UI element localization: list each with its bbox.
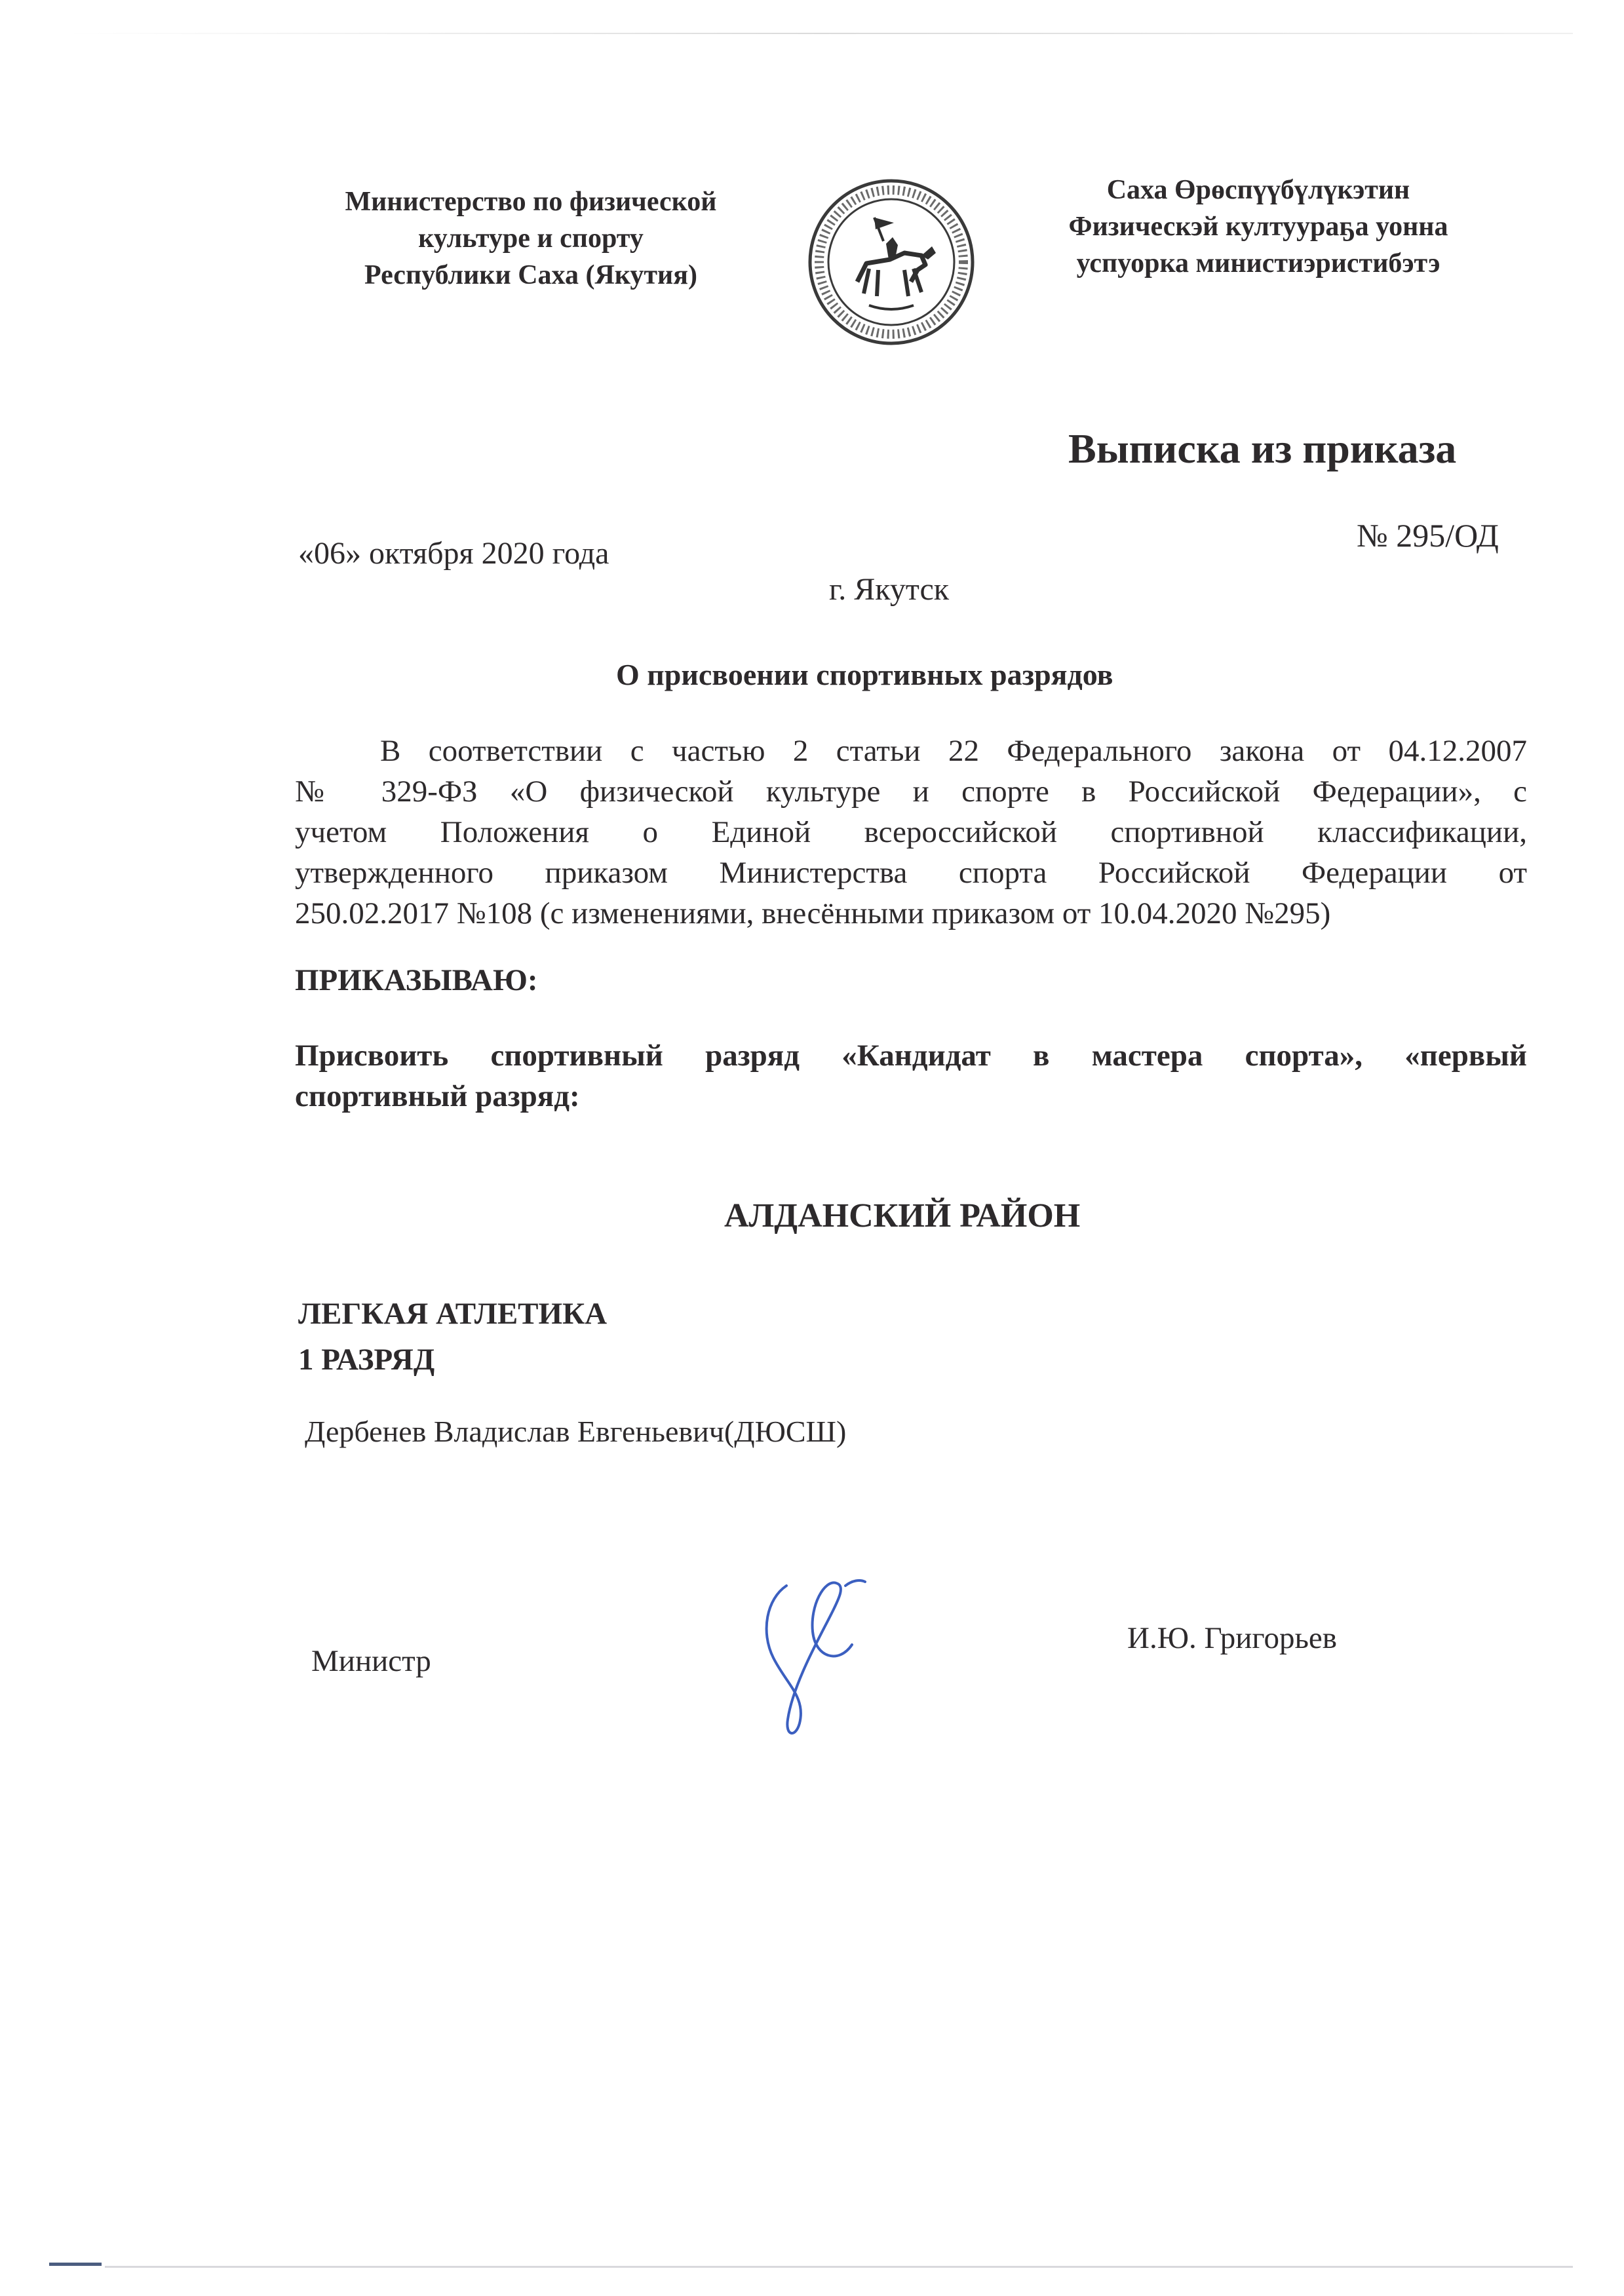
assignment-line-1: Присвоить спортивный разряд «Кандидат в мастера спорта», «первый — [295, 1039, 1527, 1073]
ministry-name-sakha — [1003, 172, 1514, 282]
signer-position: Министр — [311, 1644, 431, 1678]
ministry-name-ru-line-1: Министерство по физической — [345, 187, 717, 217]
ministry-name-ru-line-2: культуре и спорту — [418, 223, 644, 254]
sport-heading: ЛЕГКАЯ АТЛЕТИКА — [298, 1297, 608, 1331]
document-title: Выписка из приказа — [1068, 425, 1457, 472]
preamble-line-1: В соответствии с частью 2 статьи 22 Федерального закона от 04.12.2007 — [380, 734, 1527, 768]
order-subject: О присвоении спортивных разрядов — [616, 658, 1113, 691]
preamble-line-2: № 329-ФЗ «О физической культуре и спорте в Российской Федерации», с — [295, 775, 1527, 809]
scan-edge-bottom — [105, 2266, 1573, 2268]
order-date: «06» октября 2020 года — [298, 536, 609, 571]
preamble-line-5: 250.02.2017 №108 (с изменениями, внесёнными приказом от 10.04.2020 №295) — [295, 896, 1331, 930]
order-city: г. Якутск — [829, 572, 950, 607]
assignment-line-2: спортивный разряд: — [295, 1079, 580, 1113]
order-verb: ПРИКАЗЫВАЮ: — [295, 963, 538, 997]
rank-heading: 1 РАЗРЯД — [298, 1343, 435, 1377]
district-heading: АЛДАНСКИЙ РАЙОН — [724, 1197, 1081, 1234]
scan-edge-top — [66, 33, 1573, 34]
preamble-line-3: учетом Положения о Единой всероссийской спортивной классификации, — [295, 815, 1527, 849]
preamble-line-4: утвержденного приказом Министерства спорта Российской Федерации от — [295, 856, 1527, 890]
ministry-name-russian — [288, 183, 773, 294]
ministry-name-ru-line-3: Республики Саха (Якутия) — [364, 260, 697, 290]
athlete-name: Дербенев Владислав Евгеньевич(ДЮСШ) — [305, 1415, 847, 1448]
assignment-text — [295, 1035, 1527, 1117]
ministry-name-sakha-line-3: успуорка министиэристибэтэ — [1076, 248, 1440, 278]
coat-of-arms-seal-icon — [806, 177, 976, 347]
scan-mark — [49, 2263, 102, 2266]
ministry-name-sakha-line-2: Физическэй култуураҕа уонна — [1068, 212, 1448, 242]
ministry-name-sakha-line-1: Саха Өрөспүүбүлүкэтин — [1106, 175, 1410, 205]
handwritten-signature-icon — [747, 1559, 891, 1743]
signer-name: И.Ю. Григорьев — [1127, 1621, 1337, 1655]
order-number: № 295/ОД — [1357, 517, 1499, 554]
order-preamble — [295, 731, 1527, 934]
